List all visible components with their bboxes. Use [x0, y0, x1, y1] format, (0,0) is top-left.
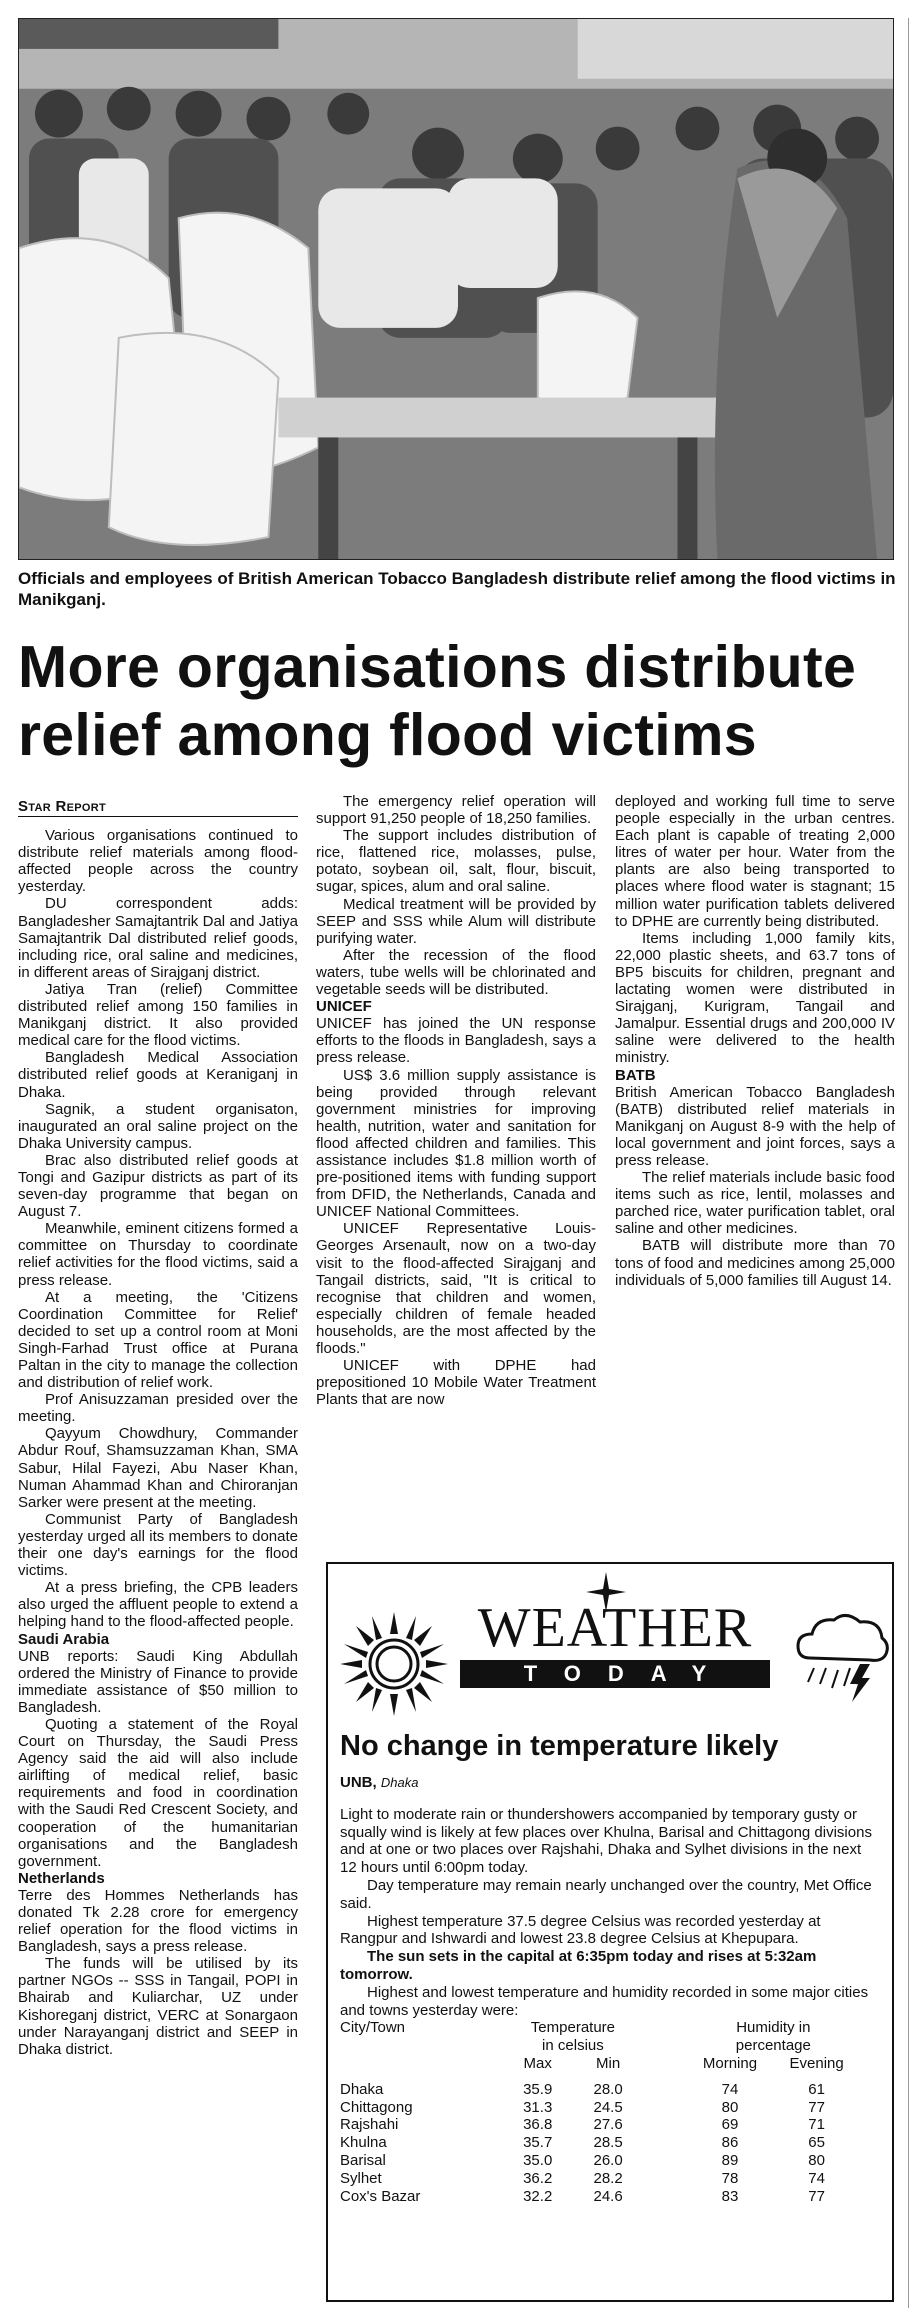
header-humidity-line2: percentage — [735, 2037, 811, 2055]
paragraph: BATB will distribute more than 70 tons of food and medicines among 25,000 individuals of 5,000 families till August 14. — [615, 1237, 895, 1289]
cell-min: 28.0 — [593, 2080, 623, 2098]
weather-headline: No change in temperature likely — [340, 1730, 779, 1762]
cell-city: Barisal — [340, 2151, 386, 2169]
header-min: Min — [596, 2054, 621, 2072]
header-temperature-line2: in celsius — [542, 2037, 604, 2055]
paragraph: After the recession of the flood waters, tube wells will be chlorinated and vegetable seeds will be distributed. — [316, 946, 596, 999]
weather-sun-times: The sun sets in the capital at 6:35pm today and rises at 5:32am tomorrow. — [340, 1948, 817, 1983]
spacer — [643, 2116, 686, 2134]
paragraph: The funds will be utilised by its partner NGOs -- SSS in Tangail, POPI in Bhairab and Kuliarchar, UZ under Kishoreganj district, VERC at Sonargaon under Narayanganj district and SEEP in Dhaka district. — [18, 1955, 298, 2058]
paragraph: Brac also distributed relief goods at Tongi and Gazipur districts as part of its seven-day programme that began on August 7. — [18, 1151, 298, 1221]
cell-max: 35.0 — [523, 2151, 553, 2169]
cell-max: 32.2 — [523, 2187, 553, 2205]
headline-line-1: More organisations distribute — [18, 634, 857, 700]
cell-morning: 78 — [721, 2169, 739, 2187]
page-edge-rule — [908, 18, 909, 2308]
cell-morning: 89 — [721, 2151, 739, 2169]
table-row — [340, 2116, 860, 2134]
weather-table-header — [340, 2019, 860, 2055]
weather-box — [326, 1562, 894, 2302]
cell-min: 27.6 — [593, 2116, 623, 2134]
cell-max: 36.2 — [523, 2169, 553, 2187]
paragraph: US$ 3.6 million supply assistance is being provided through relevant government ministries for improving health, nutrition, water and sanitation for flood affected children and families. This assistance includes $1.8 million worth of pre-positioned items with funding support from DFID, the Netherlands, Canada and UNICEF National Committees. — [316, 1066, 596, 1221]
table-row — [340, 2188, 860, 2206]
cell-min: 24.6 — [593, 2187, 623, 2205]
paragraph: Sagnik, a student organisaton, inaugurated an oral saline project on the Dhaka University campus. — [18, 1100, 298, 1152]
cell-morning: 69 — [721, 2116, 739, 2134]
header-morning: Morning — [702, 2054, 758, 2072]
paragraph: Prof Anisuzzaman presided over the meeting. — [18, 1391, 298, 1426]
headline-line-2: relief among flood victims — [18, 702, 757, 768]
weather-byline-agency: UNB, — [340, 1774, 377, 1791]
paragraph: Various organisations continued to distribute relief materials among flood-affected people across the country yesterday. — [18, 827, 298, 896]
paragraph: At a meeting, the 'Citizens Coordination Committee for Relief' decided to set up a control room at Moni Singh-Farhad Trust office at Purana Paltan in the city to manage the collection and distribution of relief work. — [18, 1288, 298, 1392]
spacer — [643, 2099, 686, 2117]
weather-byline — [340, 1774, 880, 1792]
paragraph: Medical treatment will be provided by SEEP and SSS while Alum will distribute purifying water. — [316, 895, 596, 947]
cell-max: 31.3 — [523, 2098, 553, 2116]
header-temperature — [503, 2019, 644, 2055]
sun-icon — [340, 1612, 448, 1716]
spacer — [643, 2170, 686, 2188]
news-photo — [18, 18, 894, 560]
article-column-1 — [18, 798, 298, 2058]
weather-paragraph: Light to moderate rain or thundershowers accompanied by temporary gusty or squally wind is likely at few places over Khulna, Barisal and Chittagong divisions and at one or two places over Rajshahi, Dhaka and Sylhet divisions in the next 12 hours until 6:00pm today. — [340, 1805, 872, 1877]
cell-min: 28.5 — [593, 2134, 623, 2152]
header-max: Max — [523, 2054, 552, 2072]
photo-caption: Officials and employees of British American Tobacco Bangladesh distribute relief among the flood victims in Manikganj. — [18, 569, 896, 609]
cell-morning: 74 — [721, 2080, 739, 2098]
article-column-2 — [316, 793, 596, 1408]
subhead-netherlands: Netherlands — [18, 1869, 105, 1887]
cell-evening: 71 — [808, 2116, 825, 2134]
cell-evening: 80 — [808, 2151, 825, 2169]
spacer — [643, 2134, 686, 2152]
cell-max: 35.7 — [523, 2134, 553, 2152]
spacer — [643, 2055, 686, 2073]
paragraph: deployed and working full time to serve people especially in the urban centres. Each plant is capable of treating 2,000 litres of water per hour. Water from the plants are also being transported to places where flood water is stagnant; 15 million water purification tablets delivered to DPHE are currently being distributed. — [615, 793, 895, 930]
paragraph: The emergency relief operation will support 91,250 people of 18,250 families. — [316, 793, 596, 828]
article-headline — [18, 633, 898, 769]
paragraph: UNB reports: Saudi King Abdullah ordered the Ministry of Finance to provide immediate assistance of $50 million to Bangladesh. — [18, 1647, 298, 1716]
table-row — [340, 2170, 860, 2188]
paragraph: UNICEF with DPHE had prepositioned 10 Mobile Water Treatment Plants that are now — [316, 1357, 596, 1409]
cell-evening: 77 — [808, 2098, 825, 2116]
spacer — [340, 2055, 503, 2073]
cell-min: 26.0 — [593, 2151, 623, 2169]
article-column-3 — [615, 793, 895, 1289]
paragraph: Meanwhile, eminent citizens formed a committee on Thursday to coordinate relief activities for the flood victims, said a press release. — [18, 1220, 298, 1289]
paragraph: Quoting a statement of the Royal Court on Thursday, the Saudi Press Agency said the aid will also include airlifting of medical relief, basic requirements and food in coordination with the Saudi Red Crescent Society, and cooperation of the humanitarian organisations and the Bangladesh government. — [18, 1715, 298, 1870]
cell-morning: 86 — [721, 2134, 739, 2152]
cell-evening: 61 — [808, 2080, 825, 2098]
paragraph: Qayyum Chowdhury, Commander Abdur Rouf, Shamsuzzaman Khan, SMA Sabur, Hilal Fayezi, Abu Naser Khan, Numan Ahammad Khan and Chiroranjan Sarker were present at the meeting. — [18, 1425, 298, 1511]
paragraph: UNICEF has joined the UN response efforts to the floods in Bangladesh, says a press release. — [316, 1015, 596, 1067]
rain-cloud-icon — [790, 1608, 890, 1708]
cell-city: Rajshahi — [340, 2116, 399, 2134]
cell-evening: 77 — [808, 2187, 825, 2205]
cell-max: 35.9 — [523, 2080, 553, 2098]
weather-table-subheader — [340, 2055, 860, 2073]
relief-photo-illustration — [19, 19, 893, 559]
subhead-saudi-arabia: Saudi Arabia — [18, 1630, 110, 1648]
table-row — [340, 2152, 860, 2170]
paragraph: Bangladesh Medical Association distributed relief goods at Keraniganj in Dhaka. — [18, 1049, 298, 1101]
paragraph: DU correspondent adds: Bangladesher Samajtantrik Dal and Jatiya Samajtantrik Dal distributed relief goods, including rice, oral saline and medicines, in different areas of Sirajganj district. — [18, 895, 298, 981]
paragraph: Jatiya Tran (relief) Committee distributed relief among 150 families in Manikganj district. It also provided medical care for the flood victims. — [18, 980, 298, 1050]
table-row — [340, 2081, 860, 2099]
paragraph: Terre des Hommes Netherlands has donated Tk 2.28 crore for emergency relief operation for the flood victims in Bangladesh, says a press release. — [18, 1886, 298, 1956]
paragraph: The support includes distribution of rice, flattened rice, molasses, pulse, potato, soybean oil, salt, flour, biscuit, sugar, spices, alum and oral saline. — [316, 827, 596, 896]
paragraph: The relief materials include basic food items such as rice, lentil, molasses and parched rice, water purification tablet, oral saline and other medicines. — [615, 1169, 895, 1238]
weather-logo — [328, 1564, 892, 1712]
cell-morning: 80 — [721, 2098, 739, 2116]
weather-table — [340, 2019, 860, 2205]
cell-morning: 83 — [721, 2187, 739, 2205]
paragraph: At a press briefing, the CPB leaders also urged the affluent people to extend a helping hand to the flood-affected people. — [18, 1579, 298, 1631]
weather-body — [340, 1774, 880, 2205]
cell-city: Khulna — [340, 2134, 387, 2152]
spacer — [643, 2188, 686, 2206]
cell-city: Sylhet — [340, 2169, 382, 2187]
spacer — [643, 2152, 686, 2170]
table-row — [340, 2134, 860, 2152]
paragraph: British American Tobacco Bangladesh (BATB) distributed relief materials in Manikganj on August 8-9 with the help of local government and joint forces, says a press release. — [615, 1083, 895, 1169]
header-temperature-line1: Temperature — [530, 2019, 616, 2037]
header-evening: Evening — [789, 2054, 844, 2072]
weather-paragraph: Highest temperature 37.5 degree Celsius was recorded yesterday at Rangpur and Ishwardi and lowest 23.8 degree Celsius at Khepupara. — [340, 1912, 821, 1948]
weather-paragraph: Highest and lowest temperature and humidity recorded in some major cities and towns yesterday were: — [340, 1983, 869, 2019]
cell-city: Dhaka — [340, 2080, 384, 2098]
cell-evening: 74 — [808, 2169, 825, 2187]
paragraph: Items including 1,000 family kits, 22,000 plastic sheets, and 63.7 tons of BP5 biscuits for children, pregnant and lactating women were distributed in Sirajganj, Kurigram, Tangail and Jamalpur. Essential drugs and 200,000 IV saline were delivered to the health ministry. — [615, 929, 895, 1067]
spacer — [643, 2081, 686, 2099]
paragraph: UNICEF Representative Louis-Georges Arsenault, now on a two-day visit to the flood-affected Sirajganj and Tangail districts, said, "It is critical to recognise that children and women, especially children of female headed households, are the most affected by the floods." — [316, 1220, 596, 1357]
cell-min: 24.5 — [593, 2098, 623, 2116]
weather-logo-title: WEATHER — [477, 1597, 753, 1659]
weather-logo-today: TODAY — [460, 1660, 770, 1688]
header-city: City/Town — [340, 2019, 406, 2037]
cell-city: Chittagong — [340, 2098, 413, 2116]
weather-paragraph: Day temperature may remain nearly unchanged over the country, Met Office said. — [340, 1876, 872, 1912]
byline: Star Report — [18, 798, 298, 817]
subhead-batb: BATB — [615, 1066, 656, 1084]
cell-max: 36.8 — [523, 2116, 553, 2134]
cell-city: Cox's Bazar — [340, 2187, 421, 2205]
cell-evening: 65 — [808, 2134, 825, 2152]
weather-byline-place: Dhaka — [380, 1775, 419, 1790]
spacer — [340, 2073, 860, 2081]
cell-min: 28.2 — [593, 2169, 623, 2187]
table-row — [340, 2099, 860, 2117]
paragraph: Communist Party of Bangladesh yesterday urged all its members to donate their one day's earnings for the flood victims. — [18, 1510, 298, 1580]
subhead-unicef: UNICEF — [316, 998, 372, 1016]
header-humidity — [687, 2019, 860, 2055]
header-humidity-line1: Humidity in — [736, 2019, 811, 2037]
spacer — [643, 2019, 686, 2055]
